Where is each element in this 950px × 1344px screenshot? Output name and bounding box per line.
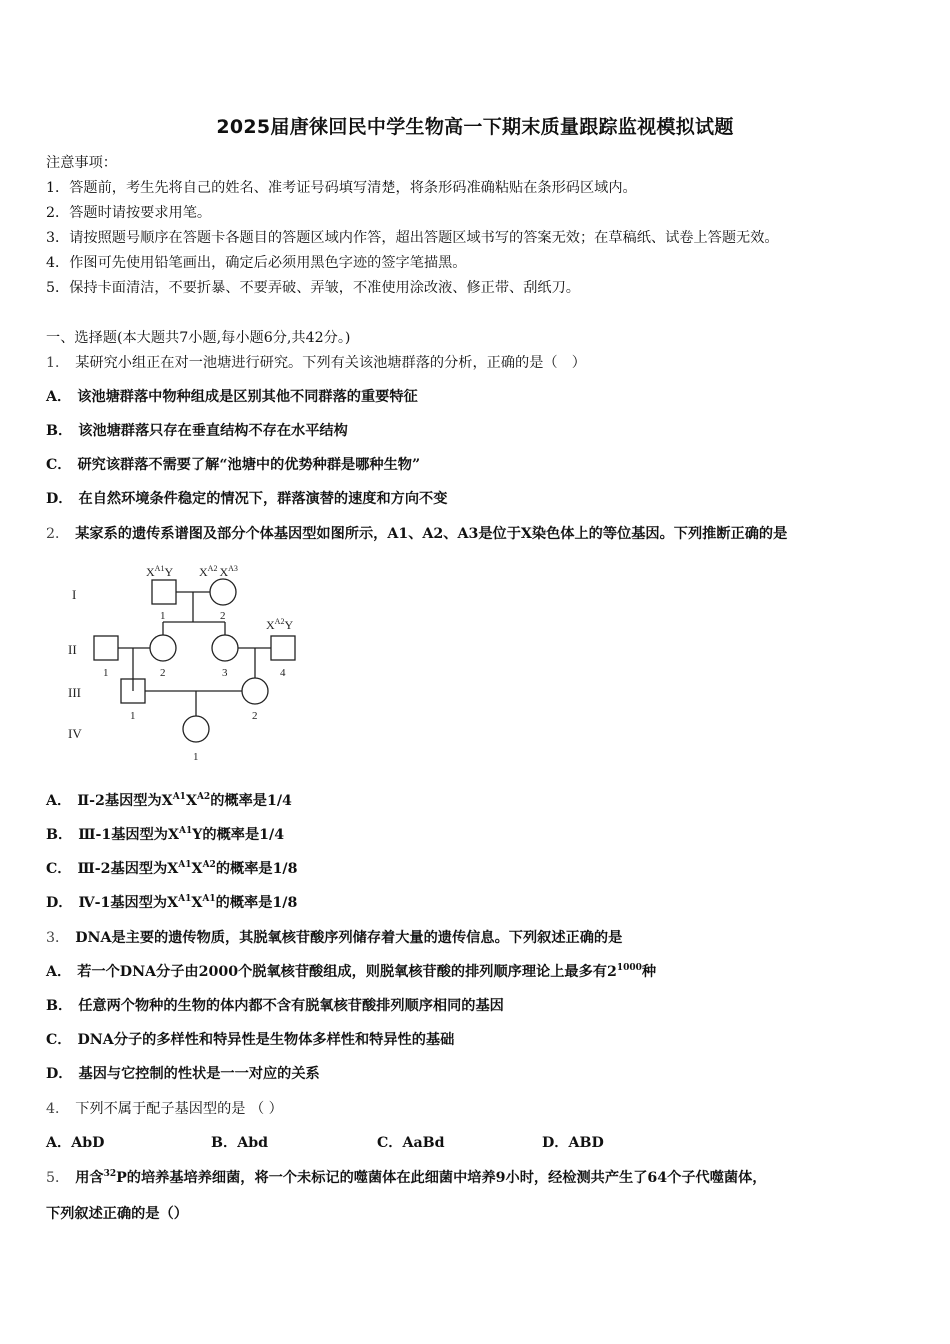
genotype-label-I-2: $X^{A2}$ $X^{A3}$ bbox=[199, 564, 238, 579]
allele-sup: A1 bbox=[202, 894, 216, 904]
q2-option-a[interactable] bbox=[46, 790, 292, 810]
pedigree-female-II-2 bbox=[150, 635, 176, 661]
option-text: 的概率是1/8 bbox=[215, 861, 298, 877]
allele-sup: A2 bbox=[196, 792, 211, 802]
generation-label: II bbox=[68, 642, 77, 657]
question-5-stem-cont: 下列叙述正确的是（） bbox=[46, 1206, 188, 1222]
generation-label: III bbox=[68, 685, 81, 700]
q1-option-c[interactable] bbox=[46, 454, 420, 474]
individual-number: 4 bbox=[280, 667, 286, 679]
individual-number: 1 bbox=[103, 667, 109, 679]
individual-number: 1 bbox=[160, 610, 166, 622]
option-text: 在自然环境条件稳定的情况下，群落演替的速度和方向不变 bbox=[78, 491, 448, 507]
pedigree-female-IV-1 bbox=[183, 716, 209, 742]
option-text: DNA分子的多样性和特异性是生物体多样性和特异性的基础 bbox=[77, 1032, 455, 1048]
gene-symbol: X bbox=[167, 861, 179, 877]
question-number: 3． bbox=[46, 930, 70, 946]
pedigree-male-I-1 bbox=[152, 580, 176, 604]
q1-option-a[interactable] bbox=[46, 386, 418, 406]
question-number: 1． bbox=[46, 355, 70, 371]
generation-label: IV bbox=[68, 726, 82, 741]
q2-option-b[interactable] bbox=[46, 824, 284, 844]
option-text: Ⅲ-1基因型为 bbox=[78, 827, 168, 843]
allele-sup: A1 bbox=[172, 792, 186, 802]
option-letter: D． bbox=[542, 1135, 569, 1151]
individual-number: 2 bbox=[220, 610, 226, 622]
option-text: 该池塘群落中物种组成是区别其他不同群落的重要特征 bbox=[77, 389, 418, 405]
option-letter: B． bbox=[46, 423, 73, 439]
gene-symbol: X bbox=[191, 861, 203, 877]
pedigree-diagram bbox=[60, 560, 320, 770]
notice-item: 1．答题前，考生先将自己的姓名、准考证号码填写清楚，将条形码准确粘贴在条形码区域内。 bbox=[46, 180, 637, 196]
option-letter: A． bbox=[46, 389, 72, 405]
option-text: ABD bbox=[568, 1135, 604, 1151]
option-letter: C． bbox=[46, 1032, 72, 1048]
gene-symbol: X bbox=[167, 895, 179, 911]
notice-item: 4．作图可先使用铅笔画出，确定后必须用黑色字迹的签字笔描黑。 bbox=[46, 255, 467, 271]
q3-option-a[interactable] bbox=[46, 961, 656, 981]
option-letter: B． bbox=[211, 1135, 238, 1151]
option-letter: A． bbox=[46, 1135, 72, 1151]
option-text: 任意两个物种的生物的体内都不含有脱氧核苷酸排列顺序相同的基因 bbox=[78, 998, 504, 1014]
power-exponent: 1000 bbox=[616, 963, 642, 973]
generation-label: I bbox=[72, 587, 77, 602]
q1-option-b[interactable] bbox=[46, 420, 348, 440]
individual-number: 1 bbox=[193, 751, 199, 763]
question-text: 某研究小组正在对一池塘进行研究。下列有关该池塘群落的分析，正确的是（ ） bbox=[75, 355, 586, 371]
q3-option-c[interactable] bbox=[46, 1029, 454, 1049]
individual-number: 2 bbox=[252, 710, 258, 722]
option-text: 该池塘群落只存在垂直结构不存在水平结构 bbox=[78, 423, 348, 439]
option-text: 的概率是1/8 bbox=[215, 895, 298, 911]
option-text: 种 bbox=[641, 964, 657, 980]
allele-sup: A2 bbox=[202, 860, 216, 870]
option-text: Abd bbox=[237, 1135, 269, 1151]
question-text: 下列不属于配子基因型的是 （ ） bbox=[75, 1101, 283, 1117]
option-letter: D． bbox=[46, 895, 73, 911]
question-3-stem bbox=[46, 927, 622, 947]
notice-item: 2．答题时请按要求用笔。 bbox=[46, 205, 212, 221]
option-text: 基因与它控制的性状是一一对应的关系 bbox=[78, 1066, 320, 1082]
gene-symbol: X bbox=[191, 895, 203, 911]
pedigree-male-II-1 bbox=[94, 636, 118, 660]
page-title: 2025届唐徕回民中学生物高一下期末质量跟踪监视模拟试题 bbox=[216, 116, 734, 138]
power-base: 2 bbox=[606, 964, 617, 980]
gene-symbol: X bbox=[167, 827, 179, 843]
individual-number: 1 bbox=[130, 710, 136, 722]
question-text: 某家系的遗传系谱图及部分个体基因型如图所示，A1、A2、A3是位于X染色体上的等位基因。下列推断正确的是 bbox=[75, 526, 788, 542]
question-number: 5． bbox=[46, 1170, 70, 1186]
allele-sup: A1 bbox=[178, 894, 192, 904]
option-text: AaBd bbox=[402, 1135, 445, 1151]
option-letter: B． bbox=[46, 827, 73, 843]
q1-option-d[interactable] bbox=[46, 488, 447, 508]
notice-item: 5．保持卡面清洁，不要折暴、不要弄破、弄皱，不准使用涂改液、修正带、刮纸刀。 bbox=[46, 280, 580, 296]
q4-option-d[interactable] bbox=[542, 1132, 604, 1152]
option-text: Ⅱ-2基因型为 bbox=[77, 793, 162, 809]
option-text: Ⅳ-1基因型为 bbox=[78, 895, 168, 911]
q3-option-b[interactable] bbox=[46, 995, 504, 1015]
allele-sup: A1 bbox=[178, 860, 192, 870]
option-text: 的概率是1/4 bbox=[210, 793, 292, 809]
option-text: Ⅲ-2基因型为 bbox=[77, 861, 168, 877]
individual-number: 2 bbox=[160, 667, 166, 679]
option-letter: C． bbox=[46, 457, 72, 473]
section-heading: 一、选择题(本大题共7小题,每小题6分,共42分。) bbox=[46, 330, 351, 346]
gene-symbol: X bbox=[185, 793, 197, 809]
option-letter: D． bbox=[46, 1066, 73, 1082]
q4-option-a[interactable] bbox=[46, 1132, 104, 1152]
option-letter: C． bbox=[46, 861, 72, 877]
option-text: AbD bbox=[71, 1135, 105, 1151]
question-4-stem bbox=[46, 1098, 283, 1118]
allele-sup: A1 bbox=[179, 826, 193, 836]
option-text: 的概率是1/4 bbox=[202, 827, 285, 843]
q4-option-c[interactable] bbox=[377, 1132, 445, 1152]
question-2-stem bbox=[46, 523, 787, 543]
option-text: 若一个DNA分子由2000个脱氧核苷酸组成，则脱氧核苷酸的排列顺序理论上最多有 bbox=[77, 964, 607, 980]
notice-item: 3．请按照题号顺序在答题卡各题目的答题区域内作答，超出答题区域书写的答案无效；在草稿纸、试卷上答题无效。 bbox=[46, 230, 779, 246]
genotype-label-I-1: $X^{A1}Y$ bbox=[146, 564, 174, 579]
q3-option-d[interactable] bbox=[46, 1063, 320, 1083]
question-text: P的培养基培养细菌，将一个未标记的噬菌体在此细菌中培养9小时，经检测共产生了64个子代噬菌体， bbox=[116, 1170, 767, 1186]
pedigree-male-II-4 bbox=[271, 636, 295, 660]
option-letter: A． bbox=[46, 793, 72, 809]
option-letter: C． bbox=[377, 1135, 403, 1151]
question-5-stem bbox=[46, 1167, 767, 1187]
question-text: 用含 bbox=[75, 1170, 104, 1186]
pedigree-female-III-2 bbox=[242, 678, 268, 704]
question-number: 4． bbox=[46, 1101, 70, 1117]
q4-option-b[interactable] bbox=[211, 1132, 268, 1152]
option-text: 研究该群落不需要了解“池塘中的优势种群是哪种生物” bbox=[77, 457, 421, 473]
gene-symbol: Y bbox=[192, 827, 203, 843]
isotope-mass: 32 bbox=[103, 1169, 117, 1179]
option-letter: D． bbox=[46, 491, 73, 507]
q2-option-d[interactable] bbox=[46, 892, 297, 912]
question-number: 2． bbox=[46, 526, 70, 542]
option-letter: B． bbox=[46, 998, 73, 1014]
question-1-stem bbox=[46, 352, 586, 372]
pedigree-female-I-2 bbox=[210, 579, 236, 605]
q2-option-c[interactable] bbox=[46, 858, 298, 878]
gene-symbol: X bbox=[161, 793, 173, 809]
notice-heading: 注意事项： bbox=[46, 155, 117, 171]
question-text: DNA是主要的遗传物质，其脱氧核苷酸序列储存着大量的遗传信息。下列叙述正确的是 bbox=[75, 930, 623, 946]
option-letter: A． bbox=[46, 964, 72, 980]
individual-number: 3 bbox=[222, 667, 228, 679]
pedigree-female-II-3 bbox=[212, 635, 238, 661]
genotype-label-II-4: $X^{A2}Y$ bbox=[266, 617, 294, 632]
